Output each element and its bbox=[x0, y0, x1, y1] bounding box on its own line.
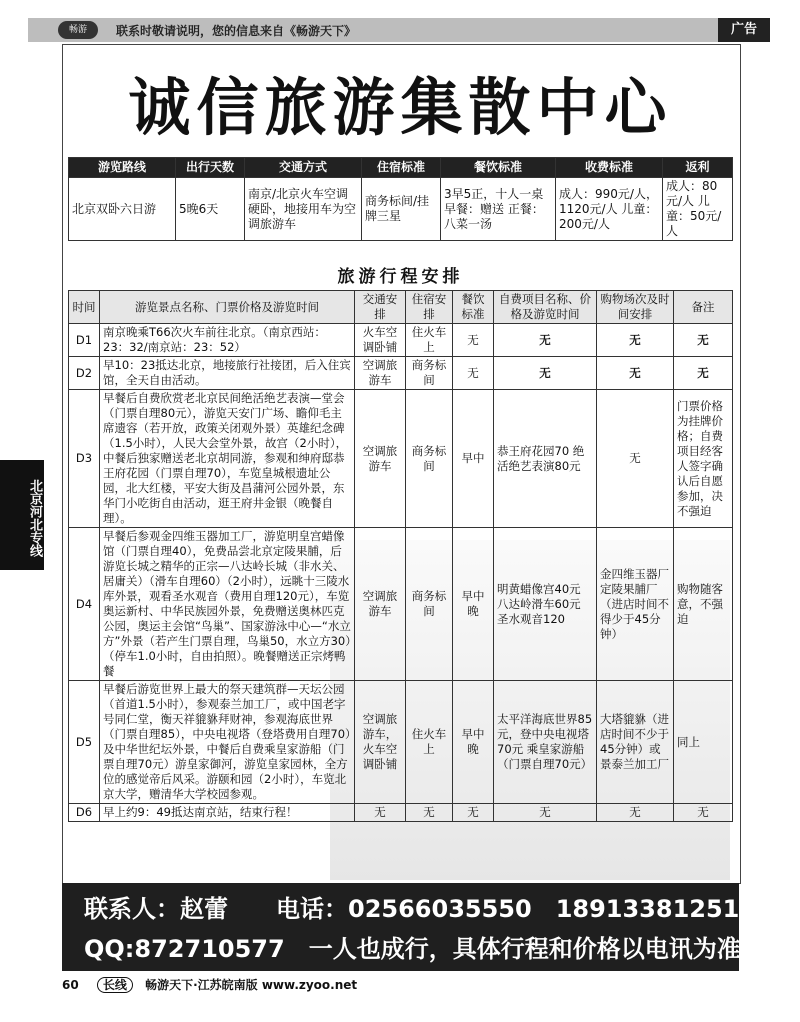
self-cell: 无 bbox=[494, 324, 597, 357]
traffic-cell: 空调旅游车 bbox=[355, 390, 406, 528]
header-price: 收费标准 bbox=[556, 158, 663, 178]
header-transport: 交通方式 bbox=[245, 158, 362, 178]
shop-cell: 大塔貔貅（进店时间不少于45分钟）或景泰兰加工厂 bbox=[597, 681, 674, 804]
day-cell: D4 bbox=[69, 528, 100, 681]
stay-cell: 无 bbox=[406, 804, 453, 822]
itinerary-table bbox=[68, 290, 733, 822]
self-cell: 无 bbox=[494, 804, 597, 822]
shop-cell: 无 bbox=[597, 390, 674, 528]
traffic-cell: 空调旅游车，火车空调卧铺 bbox=[355, 681, 406, 804]
header-lodging: 住宿标准 bbox=[362, 158, 441, 178]
note-cell: 无 bbox=[674, 324, 733, 357]
traffic-cell: 空调旅游车 bbox=[355, 357, 406, 390]
col-shop: 购物场次及时间安排 bbox=[597, 291, 674, 324]
source-note: 联系时敬请说明，您的信息来自《畅游天下》 bbox=[116, 24, 357, 38]
desc-cell: 早上约9：49抵达南京站，结束行程！ bbox=[100, 804, 355, 822]
shop-cell: 无 bbox=[597, 804, 674, 822]
day-cell: D2 bbox=[69, 357, 100, 390]
traffic-cell: 无 bbox=[355, 804, 406, 822]
meal-cell: 无 bbox=[453, 357, 494, 390]
stay-cell: 商务标间 bbox=[406, 390, 453, 528]
desc-cell: 南京晚乘T66次火车前往北京。（南京西站：23：32/南京站：23：52） bbox=[100, 324, 355, 357]
col-self: 自费项目名称、价格及游览时间 bbox=[494, 291, 597, 324]
col-stay: 住宿安排 bbox=[406, 291, 453, 324]
rebate-cell: 成人：80元/人 儿童：50元/人 bbox=[663, 178, 733, 241]
top-bar bbox=[28, 18, 770, 42]
meal-cell: 无 bbox=[453, 804, 494, 822]
lodging-cell: 商务标间/挂牌三星 bbox=[362, 178, 441, 241]
stay-cell: 住火车上 bbox=[406, 681, 453, 804]
summary-row bbox=[69, 178, 733, 241]
traffic-cell: 空调旅游车 bbox=[355, 528, 406, 681]
desc-cell: 早餐后自费欣赏老北京民间绝活绝艺表演—堂会（门票自理80元），游览天安门广场、瞻仰毛主席遗容（若开放，政策关闭观外景）英雄纪念碑（1.5小时），人民大会堂外景，故宫（2小时），中餐后独家赠送老北京胡同游，参观和绅府邸恭王府花园（门票自理70），车览皇城根遗址公园，北大红楼，平安大街及昌蒲河公园外景，东华门小吃街自由活动，逛王府井金银（晚餐自理）。 bbox=[100, 390, 355, 528]
note-cell: 同上 bbox=[674, 681, 733, 804]
col-note: 备注 bbox=[674, 291, 733, 324]
stay-cell: 商务标间 bbox=[406, 357, 453, 390]
col-traffic: 交通安排 bbox=[355, 291, 406, 324]
meal-cell: 早中晚 bbox=[453, 528, 494, 681]
header-days: 出行天数 bbox=[176, 158, 245, 178]
transport-cell: 南京/北京火车空调硬卧，地接用车为空调旅游车 bbox=[245, 178, 362, 241]
col-day: 时间 bbox=[69, 291, 100, 324]
page-title: 诚信旅游集散中心 bbox=[128, 71, 673, 144]
itinerary-row-d4 bbox=[69, 528, 733, 681]
col-spots: 游览景点名称、门票价格及游览时间 bbox=[100, 291, 355, 324]
day-cell: D6 bbox=[69, 804, 100, 822]
note-cell: 门票价格为挂牌价格；自费项目经客人签字确认后自愿参加，决不强迫 bbox=[674, 390, 733, 528]
shop-cell: 无 bbox=[597, 357, 674, 390]
footer-text: 畅游天下·江苏皖南版 www.zyoo.net bbox=[145, 978, 358, 992]
meal-cell: 早中 bbox=[453, 390, 494, 528]
contact-line: 联系人：赵蕾 电话：02566035550 18913381251 bbox=[84, 895, 740, 923]
itinerary-row-d6 bbox=[69, 804, 733, 822]
section-tag: 长线 bbox=[97, 977, 133, 993]
qq-line: QQ:872710577 一人也成行，具体行程和价格以电讯为准！ bbox=[84, 935, 765, 963]
price-cell: 成人：990元/人，1120元/人 儿童：200元/人 bbox=[556, 178, 663, 241]
meal-cell: 早中晚 bbox=[453, 681, 494, 804]
day-cell: D5 bbox=[69, 681, 100, 804]
summary-table bbox=[68, 157, 733, 241]
itinerary-row-d3 bbox=[69, 390, 733, 528]
stay-cell: 住火车上 bbox=[406, 324, 453, 357]
stay-cell: 商务标间 bbox=[406, 528, 453, 681]
meals-cell: 3早5正，十人一桌 早餐：赠送 正餐：八菜一汤 bbox=[441, 178, 556, 241]
day-cell: D1 bbox=[69, 324, 100, 357]
itinerary-row-d1 bbox=[69, 324, 733, 357]
header-route: 游览路线 bbox=[69, 158, 176, 178]
route-cell: 北京双卧六日游 bbox=[69, 178, 176, 241]
days-cell: 5晚6天 bbox=[176, 178, 245, 241]
desc-cell: 早餐后参观金四维玉器加工厂，游览明皇宫蜡像馆（门票自理40），免费品尝北京定陵果脯，后游览长城之精华的正宗—八达岭长城（非水关、居庸关）（滑车自理60）（2小时），远眺十三陵水库外景，观看圣水观音（费用自理120元），车览奥运新村、中华民族园外景，免费赠送奥林匹克公园，奥运主会馆“鸟巢”、国家游泳中心—“水立方”外景（若产生门票自理，鸟巢50，水立方30）（停车1.0小时，自由拍照）。晚餐赠送正宗烤鸭餐 bbox=[100, 528, 355, 681]
self-cell: 太平洋海底世界85元，登中央电视塔70元 乘皇家游船（门票自理70元） bbox=[494, 681, 597, 804]
note-cell: 无 bbox=[674, 357, 733, 390]
itinerary-header-row bbox=[69, 291, 733, 324]
page-number: 60 bbox=[62, 978, 79, 992]
self-cell: 无 bbox=[494, 357, 597, 390]
summary-header-row bbox=[69, 158, 733, 178]
ad-label: 广告 bbox=[718, 18, 770, 42]
itinerary-row-d2 bbox=[69, 357, 733, 390]
shop-cell: 无 bbox=[597, 324, 674, 357]
self-cell: 明黄蜡像宫40元 八达岭滑车60元 圣水观音120 bbox=[494, 528, 597, 681]
col-meal: 餐饮标准 bbox=[453, 291, 494, 324]
note-cell: 无 bbox=[674, 804, 733, 822]
shop-cell: 金四维玉器厂 定陵果脯厂（进店时间不得少于45分钟） bbox=[597, 528, 674, 681]
side-category-label: 北京河北专线 bbox=[0, 460, 44, 570]
itinerary-title: 旅游行程安排 bbox=[337, 267, 464, 287]
meal-cell: 无 bbox=[453, 324, 494, 357]
traffic-cell: 火车空调卧铺 bbox=[355, 324, 406, 357]
desc-cell: 早10：23抵达北京，地接旅行社接团，后入住宾馆，全天自由活动。 bbox=[100, 357, 355, 390]
contact-banner bbox=[62, 883, 765, 971]
day-cell: D3 bbox=[69, 390, 100, 528]
magazine-logo: 畅游 bbox=[58, 21, 98, 39]
header-rebate: 返利 bbox=[663, 158, 733, 178]
note-cell: 购物随客意，不强迫 bbox=[674, 528, 733, 681]
page-footer bbox=[62, 976, 357, 993]
header-meals: 餐饮标准 bbox=[441, 158, 556, 178]
itinerary-row-d5 bbox=[69, 681, 733, 804]
self-cell: 恭王府花园70 绝活绝艺表演80元 bbox=[494, 390, 597, 528]
desc-cell: 早餐后游览世界上最大的祭天建筑群—天坛公园（首道1.5小时），参观泰兰加工厂，或中国老字号同仁堂，衡天祥貔貅拜财神，参观海底世界（门票自理85），中央电视塔（登塔费用自理70）及中华世纪坛外景，中餐后自费乘皇家游船（门票自理70元）游皇家御河，游览皇家园林，全方位的感觉帝后风采。游颐和园（2小时），车览北京大学，赠清华大学校园参观。 bbox=[100, 681, 355, 804]
